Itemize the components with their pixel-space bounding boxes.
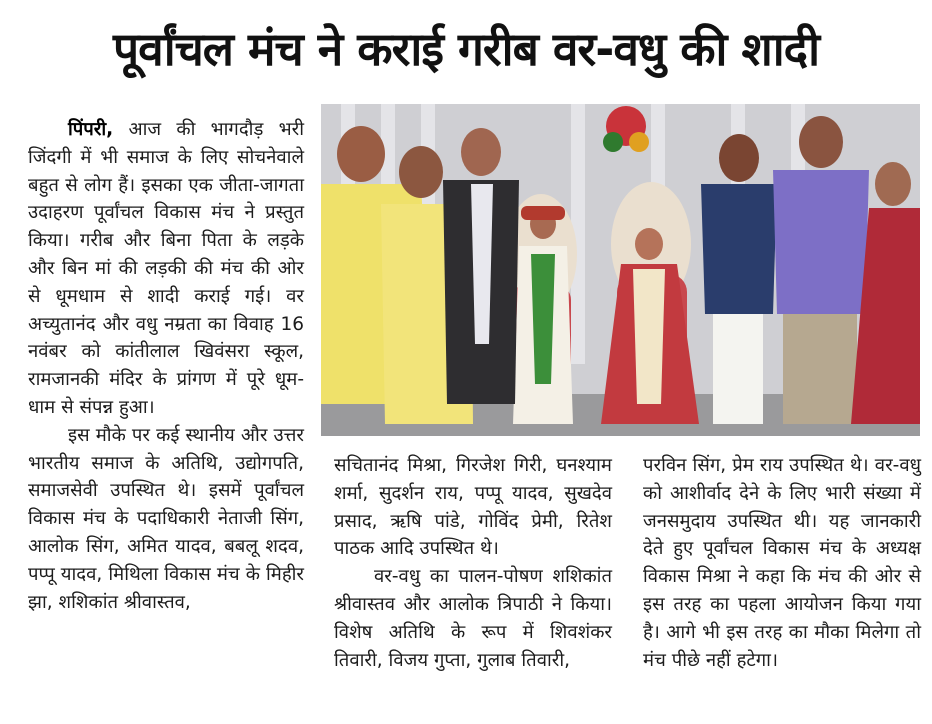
article-paragraph-1 [28,116,304,422]
paragraph-1-body: आज की भागदौड़ भरी जिंदगी में भी समाज के लिए सोचनेवाले बहुत से लोग हैं। इसका एक जीता-जागता उदाहरण पूर्वांचल विकास मंच ने प्रस्तुत किया। गरीब और बिना पिता के लड़के और बिन मां की लड़की की मंच की ओर से धूमधाम से शादी कराई गई। वर अच्युतानंद और वधु नम्रता का विवाह 16 नवंबर को कांतीलाल खिवंसरा स्कूल, रामजानकी मंदिर के प्रांगण में पूरे धूम-धाम से संपन्न हुआ। [28,119,304,418]
article-column-1 [28,116,304,716]
wedding-group-photo [321,104,920,436]
article-column-3 [643,452,921,712]
headline: पूर्वांचल मंच ने कराई गरीब वर-वधु की शादी [112,22,820,76]
article-paragraph-2: इस मौके पर कई स्थानीय और उत्तर भारतीय समाज के अतिथि, उद्योगपति, समाजसेवी उपस्थित थे। इसमें पूर्वांचल विकास मंच के पदाधिकारी नेताजी सिंग, आलोक सिंग, अमित यादव, बबलू शदव, पप्पू यादव, मिथिला विकास मंच के मिहीर झा, शशिकांत श्रीवास्तव, [28,424,304,613]
photo-illustration [321,104,920,436]
column-2-paragraph-2: वर-वधु का पालन-पोषण शशिकांत श्रीवास्तव और आलोक त्रिपाठी ने किया। विशेष अतिथि के रूप में शिवशंकर तिवारी, विजय गुप्ता, गुलाब तिवारी, [334,566,612,671]
dateline: पिंपरी, [68,119,114,140]
article-column-2 [334,452,612,712]
column-3-paragraph-1: परविन सिंग, प्रेम राय उपस्थित थे। वर-वधु को आशीर्वाद देने के लिए भारी संख्या में जनसमुदाय उपस्थित थी। यह जानकारी देते हुए पूर्वांचल विकास मंच के अध्यक्ष विकास मिश्रा ने कहा कि मंच की ओर से इस तरह का पहला आयोजन किया गया है। आगे भी इस तरह का मौका मिलेगा तो मंच पीछे नहीं हटेगा। [643,455,921,671]
column-2-paragraph-1: सचितानंद मिश्रा, गिरजेश गिरी, घनश्याम शर्मा, सुदर्शन राय, पप्पू यादव, सुखदेव प्रसाद, ऋषि पांडे, गोविंद प्रेमी, रितेश पाठक आदि उपस्थित थे। [334,455,612,560]
